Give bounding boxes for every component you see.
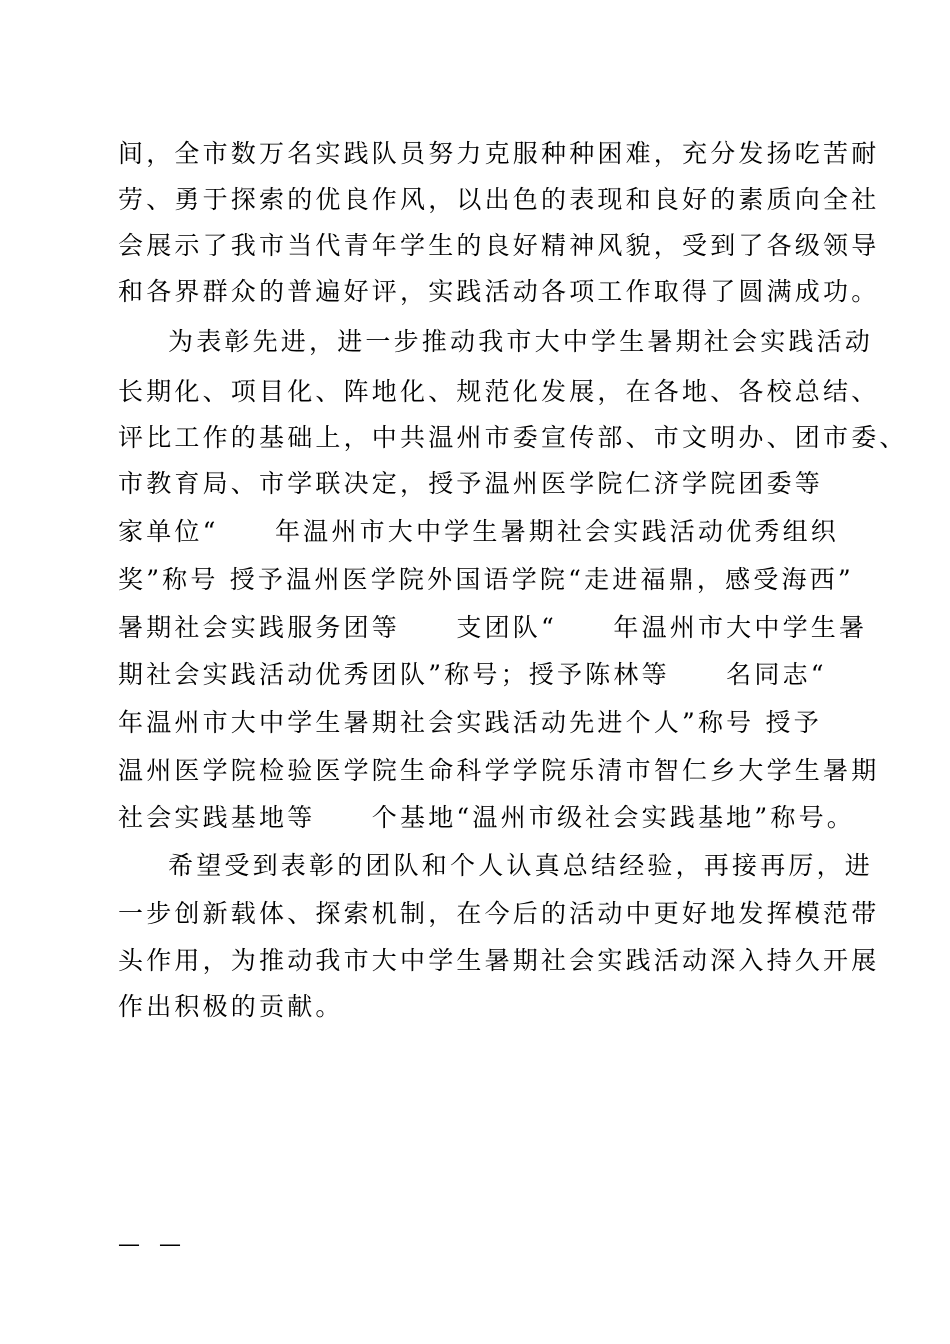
text-line: 一步创新载体、探索机制，在今后的活动中更好地发挥模范带 — [118, 899, 880, 928]
text-line: 期社会实践活动优秀团队”称号；授予陈林等 名同志“ — [118, 660, 827, 689]
text-line: 市教育局、市学联决定，授予温州医学院仁济学院团委等 — [118, 469, 824, 498]
text-line: 作出积极的贡献。 — [118, 992, 344, 1021]
text-line: 奖”称号 授予温州医学院外国语学院“走进福鼎，感受海西” — [118, 565, 854, 594]
text-line: 评比工作的基础上，中共温州市委宣传部、市文明办、团市委、 — [118, 423, 908, 452]
text-line: 年温州市大中学生暑期社会实践活动先进个人”称号 授予 — [118, 708, 822, 737]
text-line: 和各界群众的普遍好评，实践活动各项工作取得了圆满成功。 — [118, 277, 880, 306]
text-line: 会展示了我市当代青年学生的良好精神风貌，受到了各级领导 — [118, 231, 880, 260]
text-line: 暑期社会实践服务团等 支团队“ 年温州市大中学生暑 — [118, 613, 868, 642]
text-line: 长期化、项目化、阵地化、规范化发展，在各地、各校总结、 — [118, 377, 880, 406]
text-line: 温州医学院检验医学院生命科学学院乐清市智仁乡大学生暑期 — [118, 756, 880, 785]
text-line: 希望受到表彰的团队和个人认真总结经验，再接再厉，进 — [168, 851, 874, 880]
text-line: 社会实践基地等 个基地“温州市级社会实践基地”称号。 — [118, 803, 855, 832]
text-line: 间，全市数万名实践队员努力克服种种困难，充分发扬吃苦耐 — [118, 139, 880, 168]
page-number-footer: — — — [118, 1232, 187, 1257]
text-line: 家单位“ 年温州市大中学生暑期社会实践活动优秀组织 — [118, 517, 839, 546]
text-line: 头作用，为推动我市大中学生暑期社会实践活动深入持久开展 — [118, 946, 880, 975]
text-line: 为表彰先进，进一步推动我市大中学生暑期社会实践活动 — [168, 327, 874, 356]
text-line: 劳、勇于探索的优良作风，以出色的表现和良好的素质向全社 — [118, 185, 880, 214]
